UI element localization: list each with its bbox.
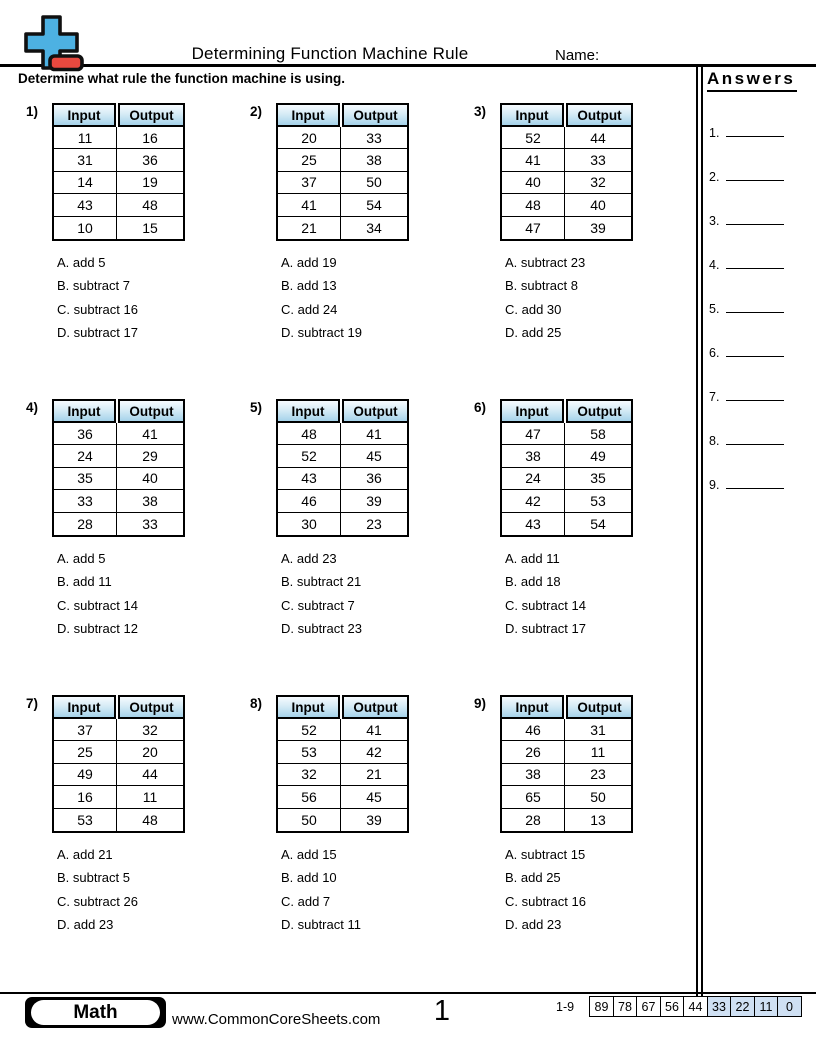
table-row bbox=[54, 468, 183, 490]
answer-blank[interactable] bbox=[726, 212, 784, 225]
output-column-header: Output bbox=[566, 399, 633, 423]
score-box: 44 bbox=[683, 996, 708, 1017]
table-row bbox=[502, 194, 631, 216]
output-cell: 38 bbox=[341, 149, 407, 171]
table-row bbox=[54, 719, 183, 741]
input-cell: 43 bbox=[278, 468, 341, 490]
output-cell: 36 bbox=[117, 149, 183, 171]
table-row bbox=[54, 764, 183, 786]
function-table bbox=[52, 399, 185, 537]
choice-option: A. subtract 23 bbox=[505, 254, 586, 270]
output-column-header: Output bbox=[118, 103, 185, 127]
output-cell: 16 bbox=[117, 127, 183, 149]
answer-blank[interactable] bbox=[726, 344, 784, 357]
choice-option: D. subtract 19 bbox=[281, 325, 362, 341]
answer-number: 9. bbox=[709, 478, 720, 492]
choice-option: A. add 21 bbox=[57, 846, 113, 862]
output-cell: 45 bbox=[341, 445, 407, 467]
choice-option: A. add 19 bbox=[281, 254, 337, 270]
output-cell: 41 bbox=[117, 423, 183, 445]
input-column-header: Input bbox=[52, 695, 116, 719]
problem-3 bbox=[474, 103, 698, 395]
output-cell: 11 bbox=[565, 741, 631, 763]
output-cell: 48 bbox=[117, 194, 183, 216]
output-cell: 39 bbox=[590, 219, 606, 236]
function-table bbox=[276, 399, 409, 537]
output-cell: 32 bbox=[117, 719, 183, 741]
choice-option: A. add 15 bbox=[281, 846, 337, 862]
website-url: www.CommonCoreSheets.com bbox=[172, 1011, 381, 1028]
output-cell: 21 bbox=[341, 764, 407, 786]
input-cell: 37 bbox=[54, 719, 117, 741]
table-row bbox=[502, 468, 631, 490]
output-column-header: Output bbox=[566, 695, 633, 719]
choice-option: A. add 5 bbox=[57, 550, 106, 566]
choice-option: D. subtract 11 bbox=[281, 917, 361, 933]
answer-blank[interactable] bbox=[726, 168, 784, 181]
choice-option: B. subtract 8 bbox=[505, 278, 578, 294]
output-column-header: Output bbox=[566, 103, 633, 127]
choice-list bbox=[57, 251, 250, 345]
table-row bbox=[54, 445, 183, 467]
input-column-header: Input bbox=[276, 695, 340, 719]
input-cell: 46 bbox=[502, 719, 565, 741]
problem-number: 3) bbox=[474, 104, 487, 119]
table-row bbox=[502, 172, 631, 194]
answer-number: 6. bbox=[709, 346, 720, 360]
output-cell: 20 bbox=[117, 741, 183, 763]
choice-list bbox=[57, 547, 250, 641]
function-table bbox=[276, 103, 409, 241]
answer-number: 8. bbox=[709, 434, 720, 448]
score-box: 56 bbox=[660, 996, 685, 1017]
output-cell: 33 bbox=[565, 149, 631, 171]
output-cell: 11 bbox=[117, 786, 183, 808]
input-cell: 20 bbox=[278, 127, 341, 149]
choice-list bbox=[281, 547, 474, 641]
input-cell: 11 bbox=[54, 127, 117, 149]
choice-option: C. add 24 bbox=[281, 301, 338, 317]
answer-slot-7 bbox=[709, 388, 784, 403]
output-cell: 48 bbox=[142, 811, 158, 828]
input-cell: 38 bbox=[502, 445, 565, 467]
page-title: Determining Function Machine Rule bbox=[191, 44, 469, 63]
choice-option: D. subtract 12 bbox=[57, 621, 138, 637]
input-cell: 31 bbox=[54, 149, 117, 171]
subject-badge bbox=[25, 997, 166, 1028]
table-row bbox=[502, 149, 631, 171]
output-cell: 33 bbox=[341, 127, 407, 149]
table-row bbox=[54, 809, 183, 831]
choice-option: D. subtract 23 bbox=[281, 621, 362, 637]
output-cell: 39 bbox=[341, 490, 407, 512]
input-cell: 10 bbox=[54, 217, 117, 239]
table-row bbox=[54, 149, 183, 171]
output-cell: 41 bbox=[341, 719, 407, 741]
input-cell: 42 bbox=[502, 490, 565, 512]
choice-list bbox=[57, 843, 250, 937]
answer-number: 1. bbox=[709, 126, 720, 140]
table-row bbox=[278, 764, 407, 786]
table-row bbox=[278, 423, 407, 445]
output-cell: 29 bbox=[117, 445, 183, 467]
output-cell: 31 bbox=[565, 719, 631, 741]
choice-list bbox=[505, 843, 698, 937]
output-cell: 32 bbox=[565, 172, 631, 194]
table-row bbox=[54, 741, 183, 763]
function-table bbox=[500, 103, 633, 241]
input-cell: 46 bbox=[278, 490, 341, 512]
input-cell: 26 bbox=[502, 741, 565, 763]
answer-number: 3. bbox=[709, 214, 720, 228]
input-cell: 53 bbox=[54, 809, 117, 831]
input-cell: 41 bbox=[278, 194, 341, 216]
table-row bbox=[54, 127, 183, 149]
function-table bbox=[276, 695, 409, 833]
input-cell: 24 bbox=[54, 445, 117, 467]
input-cell: 48 bbox=[278, 423, 341, 445]
output-cell: 49 bbox=[565, 445, 631, 467]
input-cell: 47 bbox=[502, 423, 565, 445]
choice-option: A. add 11 bbox=[505, 550, 560, 566]
output-cell: 50 bbox=[565, 786, 631, 808]
output-cell: 45 bbox=[341, 786, 407, 808]
footer-divider bbox=[0, 992, 816, 994]
answer-slot-9 bbox=[709, 476, 784, 491]
output-cell: 50 bbox=[341, 172, 407, 194]
score-box: 89 bbox=[589, 996, 614, 1017]
choice-option: C. add 30 bbox=[505, 301, 562, 317]
table-row bbox=[502, 719, 631, 741]
table-row bbox=[502, 490, 631, 512]
score-box: 11 bbox=[754, 996, 779, 1017]
input-cell: 52 bbox=[278, 719, 341, 741]
problem-2 bbox=[250, 103, 474, 395]
output-cell: 23 bbox=[565, 764, 631, 786]
choice-option: C. subtract 14 bbox=[505, 597, 586, 613]
name-label: Name: bbox=[555, 47, 600, 64]
table-row bbox=[502, 513, 631, 535]
problem-number: 6) bbox=[474, 400, 487, 415]
answers-separator-line bbox=[701, 67, 703, 996]
choice-option: B. subtract 21 bbox=[281, 574, 362, 590]
output-column-header: Output bbox=[118, 695, 185, 719]
answer-number: 5. bbox=[709, 302, 720, 316]
input-column-header: Input bbox=[500, 103, 564, 127]
table-row bbox=[54, 786, 183, 808]
input-cell: 38 bbox=[502, 764, 565, 786]
choice-option: C. subtract 16 bbox=[57, 301, 138, 317]
output-column-header: Output bbox=[118, 399, 185, 423]
choice-list bbox=[505, 251, 698, 345]
choice-option: B. add 25 bbox=[505, 870, 561, 886]
answer-slot-2 bbox=[709, 168, 784, 183]
input-cell: 28 bbox=[502, 809, 565, 831]
table-row bbox=[278, 445, 407, 467]
problem-1 bbox=[26, 103, 250, 395]
input-cell: 56 bbox=[278, 786, 341, 808]
input-column-header: Input bbox=[52, 399, 116, 423]
table-row bbox=[502, 764, 631, 786]
table-row bbox=[502, 809, 631, 831]
table-row bbox=[278, 468, 407, 490]
answer-slot-8 bbox=[709, 432, 784, 447]
score-strip bbox=[589, 996, 802, 1017]
choice-option: B. add 13 bbox=[281, 278, 337, 294]
output-cell: 41 bbox=[341, 423, 407, 445]
input-cell: 43 bbox=[54, 194, 117, 216]
output-cell: 15 bbox=[142, 219, 158, 236]
output-cell: 34 bbox=[366, 219, 382, 236]
score-box: 78 bbox=[613, 996, 638, 1017]
output-cell: 39 bbox=[366, 811, 382, 828]
output-cell: 36 bbox=[341, 468, 407, 490]
output-cell: 38 bbox=[117, 490, 183, 512]
answer-blank[interactable] bbox=[726, 388, 784, 401]
input-cell: 49 bbox=[54, 764, 117, 786]
function-table bbox=[500, 695, 633, 833]
choice-option: B. subtract 5 bbox=[57, 870, 130, 886]
input-cell: 35 bbox=[54, 468, 117, 490]
choice-option: A. add 5 bbox=[57, 254, 106, 270]
table-row bbox=[502, 127, 631, 149]
table-row bbox=[502, 786, 631, 808]
choice-option: B. add 11 bbox=[57, 574, 112, 590]
score-box: 22 bbox=[730, 996, 755, 1017]
output-column-header: Output bbox=[342, 103, 409, 127]
answer-number: 7. bbox=[709, 390, 720, 404]
problem-number: 1) bbox=[26, 104, 39, 119]
problem-8 bbox=[250, 695, 474, 987]
problem-number: 9) bbox=[474, 696, 487, 711]
answer-blank[interactable] bbox=[726, 476, 784, 489]
instruction-text: Determine what rule the function machine is using. bbox=[18, 71, 346, 86]
output-cell: 54 bbox=[341, 194, 407, 216]
input-cell: 52 bbox=[278, 445, 341, 467]
output-cell: 35 bbox=[565, 468, 631, 490]
answer-blank[interactable] bbox=[726, 432, 784, 445]
problem-number: 4) bbox=[26, 400, 39, 415]
header-divider bbox=[0, 64, 816, 67]
input-cell: 25 bbox=[278, 149, 341, 171]
input-cell: 37 bbox=[278, 172, 341, 194]
input-cell: 36 bbox=[54, 423, 117, 445]
problem-number: 8) bbox=[250, 696, 263, 711]
table-row bbox=[278, 786, 407, 808]
input-column-header: Input bbox=[500, 695, 564, 719]
answer-blank[interactable] bbox=[726, 124, 784, 137]
table-row bbox=[54, 194, 183, 216]
problem-number: 2) bbox=[250, 104, 263, 119]
choice-option: C. subtract 14 bbox=[57, 597, 138, 613]
input-cell: 48 bbox=[502, 194, 565, 216]
choice-option: C. subtract 16 bbox=[505, 893, 586, 909]
choice-option: D. subtract 17 bbox=[57, 325, 138, 341]
choice-option: C. subtract 7 bbox=[281, 597, 355, 613]
choice-list bbox=[505, 547, 698, 641]
answer-number: 4. bbox=[709, 258, 720, 272]
output-column-header: Output bbox=[342, 399, 409, 423]
input-cell: 47 bbox=[502, 217, 565, 239]
problem-9 bbox=[474, 695, 698, 987]
output-cell: 53 bbox=[565, 490, 631, 512]
choice-option: B. add 18 bbox=[505, 574, 561, 590]
input-column-header: Input bbox=[276, 399, 340, 423]
table-row bbox=[278, 194, 407, 216]
problem-6 bbox=[474, 399, 698, 691]
choice-option: A. add 23 bbox=[281, 550, 337, 566]
table-row bbox=[278, 172, 407, 194]
input-cell: 43 bbox=[502, 513, 565, 535]
answer-slot-4 bbox=[709, 256, 784, 271]
table-row bbox=[54, 217, 183, 239]
output-cell: 54 bbox=[590, 515, 606, 532]
problem-7 bbox=[26, 695, 250, 987]
score-box: 0 bbox=[777, 996, 802, 1017]
input-cell: 28 bbox=[54, 513, 117, 535]
choice-option: D. add 25 bbox=[505, 325, 562, 341]
answer-slot-1 bbox=[709, 124, 784, 139]
choice-option: D. subtract 17 bbox=[505, 621, 586, 637]
input-cell: 65 bbox=[502, 786, 565, 808]
table-row bbox=[278, 719, 407, 741]
score-box: 33 bbox=[707, 996, 732, 1017]
function-table bbox=[52, 103, 185, 241]
input-cell: 16 bbox=[54, 786, 117, 808]
score-box: 67 bbox=[636, 996, 661, 1017]
input-cell: 25 bbox=[54, 741, 117, 763]
output-cell: 40 bbox=[117, 468, 183, 490]
input-cell: 40 bbox=[502, 172, 565, 194]
input-cell: 24 bbox=[502, 468, 565, 490]
choice-option: B. subtract 7 bbox=[57, 278, 130, 294]
answer-blank[interactable] bbox=[726, 300, 784, 313]
choice-option: C. subtract 26 bbox=[57, 893, 138, 909]
choice-list bbox=[281, 251, 474, 345]
problem-4 bbox=[26, 399, 250, 691]
page-number: 1 bbox=[433, 995, 451, 1027]
table-row bbox=[278, 217, 407, 239]
output-cell: 33 bbox=[142, 515, 158, 532]
minus-icon bbox=[50, 56, 82, 70]
table-row bbox=[502, 423, 631, 445]
choice-option: A. subtract 15 bbox=[505, 846, 586, 862]
output-cell: 44 bbox=[565, 127, 631, 149]
input-cell: 50 bbox=[278, 809, 341, 831]
problem-number: 5) bbox=[250, 400, 263, 415]
choice-option: C. add 7 bbox=[281, 893, 331, 909]
choice-option: B. add 10 bbox=[281, 870, 337, 886]
input-cell: 52 bbox=[502, 127, 565, 149]
output-cell: 42 bbox=[341, 741, 407, 763]
output-cell: 40 bbox=[565, 194, 631, 216]
problem-number: 7) bbox=[26, 696, 39, 711]
input-column-header: Input bbox=[52, 103, 116, 127]
output-cell: 13 bbox=[590, 811, 606, 828]
answers-title: Answers bbox=[707, 69, 797, 92]
table-row bbox=[278, 809, 407, 831]
output-cell: 19 bbox=[117, 172, 183, 194]
input-cell: 32 bbox=[278, 764, 341, 786]
input-cell: 53 bbox=[278, 741, 341, 763]
choice-list bbox=[281, 843, 474, 937]
score-range-label: 1-9 bbox=[556, 1000, 575, 1014]
answer-blank[interactable] bbox=[726, 256, 784, 269]
commoncoresheets-logo-icon bbox=[16, 13, 88, 80]
choice-option: D. add 23 bbox=[505, 917, 562, 933]
input-column-header: Input bbox=[276, 103, 340, 127]
output-cell: 44 bbox=[117, 764, 183, 786]
table-row bbox=[54, 423, 183, 445]
function-table bbox=[500, 399, 633, 537]
choice-option: D. add 23 bbox=[57, 917, 114, 933]
input-cell: 14 bbox=[54, 172, 117, 194]
answer-number: 2. bbox=[709, 170, 720, 184]
input-cell: 33 bbox=[54, 490, 117, 512]
output-cell: 58 bbox=[565, 423, 631, 445]
table-row bbox=[54, 490, 183, 512]
output-column-header: Output bbox=[342, 695, 409, 719]
answer-slot-6 bbox=[709, 344, 784, 359]
table-row bbox=[502, 217, 631, 239]
input-cell: 41 bbox=[502, 149, 565, 171]
table-row bbox=[278, 490, 407, 512]
output-cell: 23 bbox=[366, 515, 382, 532]
input-cell: 30 bbox=[278, 513, 341, 535]
answer-slot-3 bbox=[709, 212, 784, 227]
input-cell: 21 bbox=[278, 217, 341, 239]
table-row bbox=[54, 513, 183, 535]
table-row bbox=[502, 741, 631, 763]
answer-slot-5 bbox=[709, 300, 784, 315]
table-row bbox=[278, 149, 407, 171]
table-row bbox=[54, 172, 183, 194]
table-row bbox=[278, 513, 407, 535]
subject-label: Math bbox=[31, 1000, 160, 1025]
input-column-header: Input bbox=[500, 399, 564, 423]
function-table bbox=[52, 695, 185, 833]
table-row bbox=[278, 741, 407, 763]
problem-5 bbox=[250, 399, 474, 691]
table-row bbox=[278, 127, 407, 149]
table-row bbox=[502, 445, 631, 467]
